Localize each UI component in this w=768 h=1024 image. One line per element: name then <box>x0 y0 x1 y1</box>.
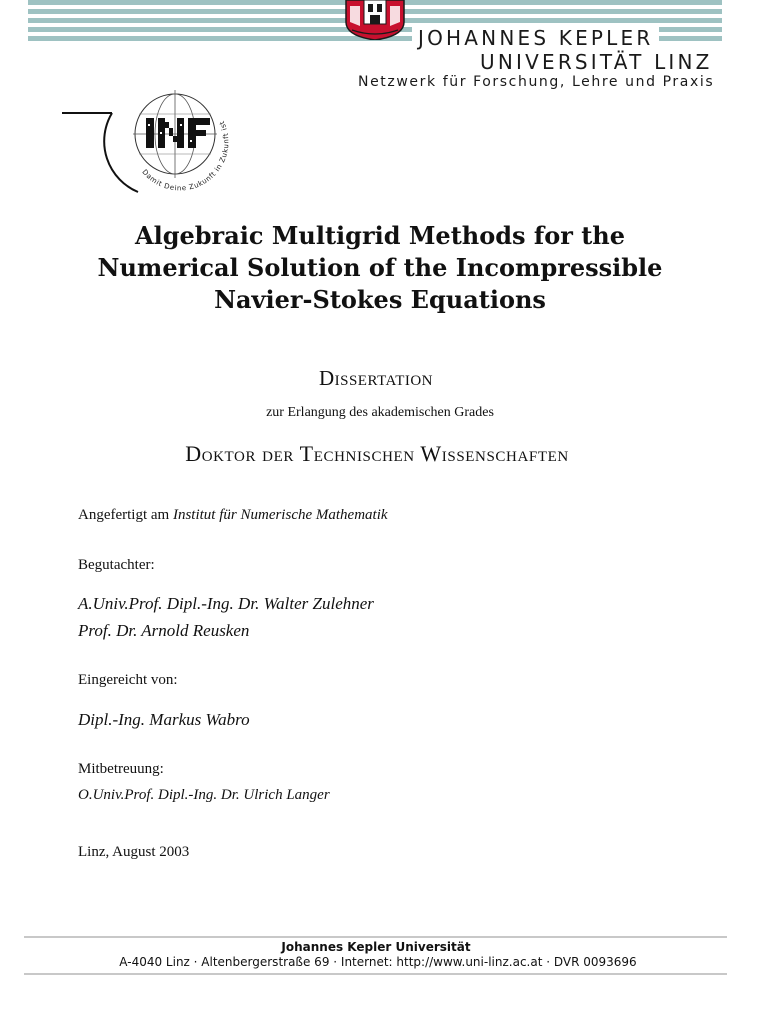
institute-line <box>78 507 388 524</box>
university-name-line1: JOHANNES KEPLER <box>412 26 659 50</box>
title-line-3: Navier-Stokes Equations <box>214 285 546 314</box>
university-tagline: Netzwerk für Forschung, Lehre und Praxis <box>358 74 715 90</box>
footer-university: Johannes Kepler Universität <box>281 940 471 954</box>
title-line-2: Numerical Solution of the Incompressible <box>97 253 663 282</box>
dissertation-title <box>60 220 700 316</box>
institute-prefix: Angefertigt am <box>78 507 170 523</box>
submitted-by-label: Eingereicht von: <box>78 672 178 688</box>
reviewer-name: Prof. Dr. Arnold Reusken <box>78 621 250 640</box>
cosupervisor-name: O.Univ.Prof. Dipl.-Ing. Dr. Ulrich Langer <box>78 787 330 803</box>
inf-logo-arc-text: Damit Deine Zukunft in Zukunft ist <box>140 119 231 193</box>
institute-name: Institut für Numerische Mathematik <box>172 507 388 523</box>
footer-divider-top <box>24 936 727 938</box>
inf-institute-logo <box>60 84 232 196</box>
reviewers-label: Begutachter: <box>78 557 155 573</box>
academic-degree: Doktor der Technischen Wissenschaften <box>185 441 569 466</box>
title-line-1: Algebraic Multigrid Methods for the <box>134 221 626 250</box>
university-name-line2: UNIVERSITÄT LINZ <box>480 50 713 74</box>
author-name: Dipl.-Ing. Markus Wabro <box>78 710 250 729</box>
reviewer-name: A.Univ.Prof. Dipl.-Ing. Dr. Walter Zulehner <box>78 594 374 613</box>
place-date: Linz, August 2003 <box>78 844 190 860</box>
footer-address: A-4040 Linz · Altenbergerstraße 69 · Internet: http://www.uni-linz.ac.at · DVR 0093696 <box>119 955 637 969</box>
footer-divider-bottom <box>24 973 727 975</box>
document-type: Dissertation <box>318 366 434 390</box>
degree-intro: zur Erlangung des akademischen Grades <box>266 405 494 420</box>
university-crest-icon <box>342 0 408 40</box>
cosupervision-label: Mitbetreuung: <box>78 761 164 777</box>
